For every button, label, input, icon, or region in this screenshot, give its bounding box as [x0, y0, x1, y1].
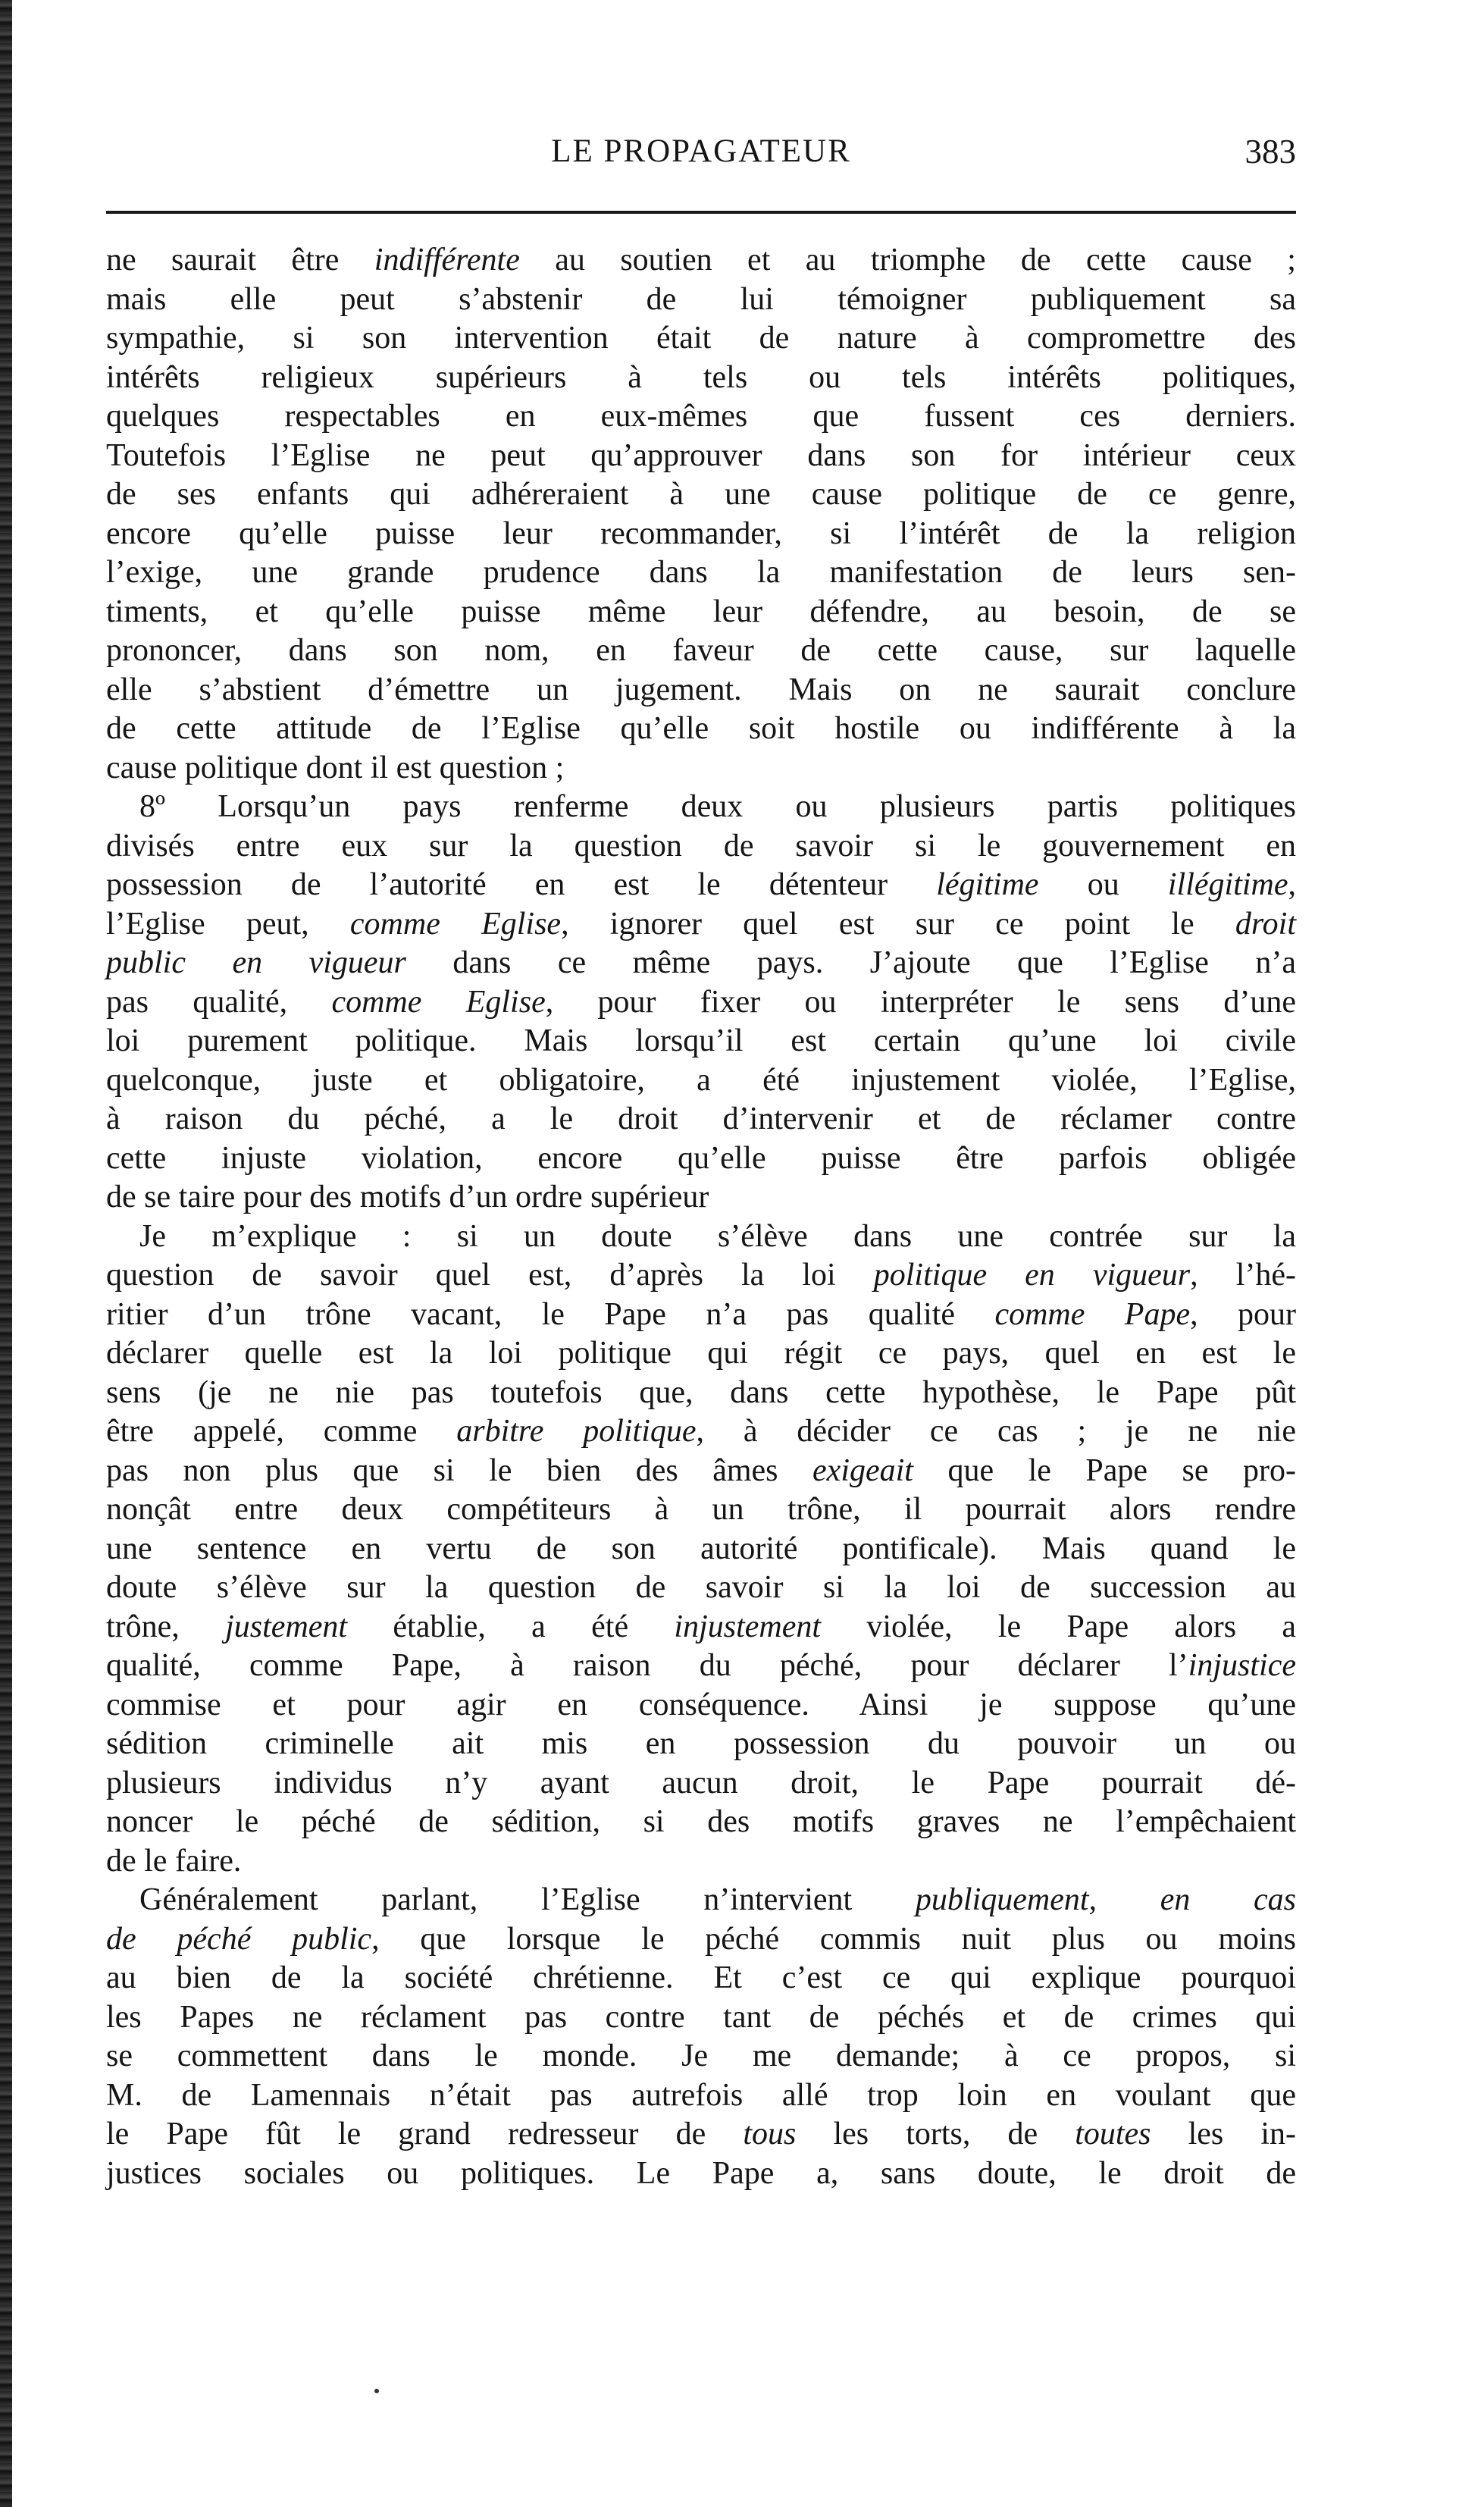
- text-line: [106, 1881, 1296, 1920]
- text-line: [106, 631, 1296, 671]
- text-line: [106, 515, 1296, 554]
- text-segment: pas qualité,: [106, 984, 332, 1020]
- text-line: [106, 1022, 1296, 1061]
- text-line: [106, 983, 1296, 1023]
- text-segment: Je m’explique : si un doute s’élève dans une contrée sur la: [139, 1218, 1296, 1254]
- text-segment: au soutien et au triomphe de cette cause ;: [519, 243, 1296, 277]
- text-segment: l’Eglise peut,: [106, 906, 350, 942]
- italic-text: comme Eglise: [349, 906, 562, 942]
- text-segment: dans ce même pays. J’ajoute que l’Eglise n’a: [405, 945, 1296, 980]
- text-segment: une sentence en vertu de son autorité pontificale). Mais quand le: [106, 1531, 1296, 1566]
- text-segment: , pour: [1190, 1296, 1296, 1332]
- text-segment: violée, le Pape alors a: [821, 1609, 1297, 1644]
- text-segment: ritier d’un trône vacant, le Pape n’a pas qualité: [106, 1296, 995, 1332]
- text-segment: Toutefois l’Eglise ne peut qu’approuver dans son for intérieur ceux: [106, 437, 1296, 473]
- text-segment: question de savoir quel est, d’après la loi: [106, 1258, 874, 1293]
- text-line: [106, 1998, 1296, 2038]
- text-segment: de se taire pour des motifs d’un ordre supérieur: [106, 1180, 709, 1214]
- text-segment: établie, a été: [347, 1609, 675, 1644]
- text-segment: de le faire.: [106, 1843, 242, 1879]
- text-line: [106, 1647, 1296, 1686]
- text-segment: encore qu’elle puisse leur recommander, si l’intérêt de la religion: [106, 516, 1296, 551]
- text-segment: quelconque, juste et obligatoire, a été injustement violée, l’Eglise,: [106, 1062, 1296, 1098]
- text-line: [106, 553, 1296, 593]
- text-segment: sens (je ne nie pas toutefois que, dans cette hypothèse, le Pape pût: [106, 1374, 1296, 1410]
- text-line: [106, 788, 1296, 827]
- text-line: [106, 1725, 1296, 1764]
- text-segment: les Papes ne réclament pas contre tant de péchés et de crimes qui: [106, 1999, 1296, 2035]
- body-text: [106, 241, 1296, 2193]
- text-segment: quelques respectables en eux-mêmes que fussent ces derniers.: [106, 399, 1296, 434]
- text-line: [106, 1061, 1296, 1101]
- italic-text: politique en vigueur: [873, 1258, 1191, 1293]
- text-line: [106, 2154, 1296, 2194]
- text-line: [106, 1803, 1296, 1842]
- text-line: [106, 1256, 1296, 1296]
- text-segment: mais elle peut s’abstenir de lui témoigner publiquement sa: [106, 281, 1296, 317]
- text-segment: 8º Lorsqu’un pays renferme deux ou plusieurs partis politiques: [139, 789, 1296, 824]
- text-segment: de cette attitude de l’Eglise qu’elle soit hostile ou indifférente à la: [106, 711, 1296, 746]
- text-segment: ,: [1288, 867, 1297, 902]
- running-title: LE PROPAGATEUR: [551, 133, 851, 169]
- text-segment: de ses enfants qui adhéreraient à une cause politique de ce genre,: [106, 477, 1296, 512]
- text-line: [106, 866, 1296, 905]
- text-segment: ne saurait être: [106, 243, 374, 277]
- text-line: [106, 1296, 1296, 1335]
- text-segment: , ignorer quel est sur ce point le: [561, 906, 1235, 942]
- text-line: [106, 1764, 1296, 1803]
- italic-text: indifférente: [374, 243, 520, 277]
- ink-speck: [374, 2389, 379, 2393]
- text-line: [106, 1490, 1296, 1530]
- text-segment: cette injuste violation, encore qu’elle puisse être parfois obligée: [106, 1140, 1296, 1176]
- text-segment: le Pape fût le grand redresseur de: [106, 2117, 744, 2151]
- text-line: [106, 1334, 1296, 1374]
- italic-text: public en vigueur: [106, 945, 406, 980]
- page-header: [106, 129, 1296, 182]
- text-segment: pas non plus que si le bien des âmes: [106, 1452, 813, 1488]
- binding-shadow: [0, 0, 12, 2507]
- text-line: [106, 359, 1296, 398]
- text-line: [106, 944, 1296, 983]
- text-line: [106, 1686, 1296, 1725]
- text-segment: que le Pape se pro-: [913, 1452, 1296, 1488]
- text-segment: , que lorsque le péché commis nuit plus ou moins: [371, 1921, 1297, 1957]
- text-line: [106, 2115, 1296, 2154]
- text-segment: à raison du péché, a le droit d’intervenir et de réclamer contre: [106, 1102, 1296, 1136]
- text-line: [106, 1452, 1296, 1491]
- text-segment: possession de l’autorité en est le détenteur: [106, 867, 937, 902]
- text-line: [106, 827, 1296, 866]
- text-line: [106, 1920, 1296, 1960]
- text-line: [106, 241, 1296, 280]
- text-segment: , l’hé-: [1190, 1258, 1296, 1293]
- text-segment: plusieurs individus n’y ayant aucun droit, le Pape pourrait dé-: [106, 1765, 1296, 1800]
- italic-text: illégitime: [1167, 867, 1288, 902]
- text-segment: doute s’élève sur la question de savoir si la loi de succession au: [106, 1570, 1296, 1605]
- text-segment: qualité, comme Pape, à raison du péché, pour déclarer l’: [106, 1648, 1188, 1683]
- text-segment: justices sociales ou politiques. Le Pape a, sans doute, le droit de: [106, 2155, 1296, 2191]
- text-segment: sympathie, si son intervention était de nature à compromettre des: [106, 321, 1296, 356]
- text-line: [106, 1100, 1296, 1139]
- page-number: 383: [1244, 133, 1296, 171]
- text-segment: Généralement parlant, l’Eglise n’intervient: [139, 1882, 916, 1917]
- text-segment: être appelé, comme: [106, 1414, 457, 1449]
- text-line: [106, 437, 1296, 476]
- text-segment: , pour fixer ou interpréter le sens d’une: [545, 984, 1296, 1020]
- text-line: [106, 1139, 1296, 1179]
- text-segment: commise et pour agir en conséquence. Ainsi je suppose qu’une: [106, 1687, 1296, 1722]
- text-segment: au bien de la société chrétienne. Et c’est ce qui explique pourquoi: [106, 1960, 1296, 1995]
- text-segment: prononcer, dans son nom, en faveur de cette cause, sur laquelle: [106, 633, 1296, 668]
- text-line: [106, 1959, 1296, 1998]
- italic-text: toutes: [1075, 2117, 1151, 2151]
- text-line: [106, 1412, 1296, 1452]
- text-line: [106, 1374, 1296, 1413]
- text-segment: ou: [1038, 867, 1168, 902]
- text-line: [106, 2076, 1296, 2116]
- text-line: [106, 1842, 1296, 1882]
- text-segment: noncer le péché de sédition, si des motifs graves ne l’empêchaient: [106, 1804, 1296, 1839]
- text-line: [106, 593, 1296, 632]
- italic-text: injustice: [1188, 1648, 1296, 1683]
- text-segment: , à décider ce cas ; je ne nie: [696, 1414, 1296, 1449]
- italic-text: comme Pape: [994, 1296, 1191, 1332]
- text-segment: les torts, de: [796, 2117, 1075, 2151]
- text-line: [106, 1568, 1296, 1608]
- text-segment: divisés entre eux sur la question de savoir si le gouvernement en: [106, 828, 1296, 863]
- text-segment: cause politique dont il est question ;: [106, 750, 565, 785]
- italic-text: comme Eglise: [331, 984, 546, 1020]
- text-segment: M. de Lamennais n’était pas autrefois allé trop loin en voulant que: [106, 2077, 1296, 2113]
- text-line: [106, 905, 1296, 945]
- italic-text: arbitre politique: [456, 1414, 697, 1449]
- italic-text: justement: [225, 1609, 348, 1644]
- text-line: [106, 749, 1296, 788]
- text-segment: l’exige, une grande prudence dans la manifestation de leurs sen-: [106, 555, 1296, 590]
- italic-text: injustement: [674, 1609, 822, 1644]
- text-segment: nonçât entre deux compétiteurs à un trône, il pourrait alors rendre: [106, 1492, 1296, 1527]
- text-segment: elle s’abstient d’émettre un jugement. Mais on ne saurait conclure: [106, 672, 1296, 707]
- text-segment: intérêts religieux supérieurs à tels ou tels intérêts politiques,: [106, 359, 1296, 395]
- text-segment: trône,: [106, 1609, 226, 1644]
- italic-text: de péché public: [106, 1921, 372, 1957]
- text-line: [106, 671, 1296, 710]
- header-rule: [106, 211, 1296, 214]
- italic-text: légitime: [936, 867, 1039, 902]
- text-line: [106, 1530, 1296, 1569]
- text-line: [106, 397, 1296, 437]
- text-segment: loi purement politique. Mais lorsqu’il est certain qu’une loi civile: [106, 1023, 1296, 1058]
- italic-text: exigeait: [812, 1452, 913, 1488]
- text-segment: déclarer quelle est la loi politique qui régit ce pays, quel en est le: [106, 1336, 1296, 1371]
- text-segment: se commettent dans le monde. Je me demande; à ce propos, si: [106, 2039, 1296, 2073]
- text-line: [106, 319, 1296, 359]
- italic-text: droit: [1235, 906, 1296, 942]
- text-segment: timents, et qu’elle puisse même leur défendre, au besoin, de se: [106, 594, 1296, 629]
- italic-text: tous: [743, 2117, 797, 2151]
- text-line: [106, 475, 1296, 515]
- text-line: [106, 1217, 1296, 1257]
- text-line: [106, 1608, 1296, 1647]
- text-segment: sédition criminelle ait mis en possession du pouvoir un ou: [106, 1726, 1296, 1761]
- text-line: [106, 280, 1296, 320]
- text-line: [106, 1178, 1296, 1217]
- italic-text: publiquement, en cas: [915, 1882, 1296, 1917]
- text-line: [106, 710, 1296, 749]
- text-segment: les in-: [1151, 2117, 1296, 2151]
- text-line: [106, 2037, 1296, 2076]
